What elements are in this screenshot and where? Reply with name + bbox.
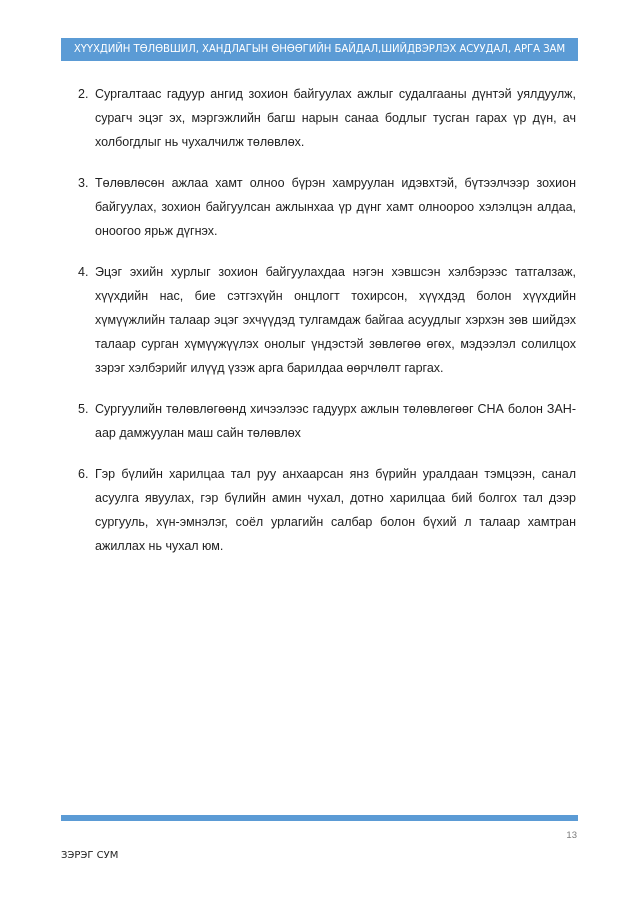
list-item-text: Төлөвлөсөн ажлаа хамт олноо бүрэн хамруулан идэвхтэй, бүтээлчээр зохион байгуулах, зохион байгуулсан ажлынхаа үр дүнг хамт олноороо хэлэлцэн алдаа, оноогоо ярьж дүгнэх. xyxy=(95,176,576,238)
list-item xyxy=(78,397,576,445)
footer-text: ЗЭРЭГ СУМ xyxy=(61,850,119,861)
page-header-band xyxy=(61,38,578,61)
list-item-number: 3. xyxy=(78,176,89,190)
list-item-text: Сургалтаас гадуур ангид зохион байгуулах ажлыг судалгааны дүнтэй уялдуулж, сурагч эцэг эх, мэргэжлийн багш нарын санаа бодлыг тусган гарах үр дүн, ач холбогдлыг нь чухалчилж төлөвлөх. xyxy=(95,87,576,149)
list-item-text: Гэр бүлийн харилцаа тал руу анхаарсан янз бүрийн уралдаан тэмцээн, санал асуулга явуулах, гэр бүлийн амин чухал, дотно харилцаа бий болгох тал дээр сургууль, хүн-эмнэлэг, соёл урлагийн салбар болон бүхий л талаар хамтран ажиллах нь чухал юм. xyxy=(95,467,576,553)
list-item-text: Эцэг эхийн хурлыг зохион байгуулахдаа нэгэн хэвшсэн хэлбэрээс татгалзаж, хүүхдийн нас, бие сэтгэхүйн онцлогт тохирсон, хүүхдэд болон хүүхдийн хүмүүжлийн талаар эцэг эхчүүдэд тулгамдаж байгаа асуудлыг хэрхэн зөв шийдэх талаар сурган хүмүүжүүлэх онолыг үндэстэй зөвлөгөө өгөх, мэдээлэл солилцох зэрэг хэлбэрийг илүүд үзэж арга барилдаа өөрчлөлт гаргах. xyxy=(95,265,576,375)
footer-rule xyxy=(61,815,578,821)
page-header-title: ХҮҮХДИЙН ТӨЛӨВШИЛ, ХАНДЛАГЫН ӨНӨӨГИЙН БАЙДАЛ,ШИЙДВЭРЛЭХ АСУУДАЛ, АРГА ЗАМ xyxy=(73,44,566,55)
list-item xyxy=(78,462,576,558)
list-item-number: 6. xyxy=(78,467,89,481)
list-item xyxy=(78,260,576,380)
page-number: 13 xyxy=(566,830,577,841)
list-item xyxy=(78,171,576,243)
list-item-number: 4. xyxy=(78,265,89,279)
list-item-text: Сургуулийн төлөвлөгөөнд хичээлээс гадуурх ажлын төлөвлөгөөг СНА болон ЗАН-аар дамжуулан маш сайн төлөвлөх xyxy=(95,402,576,440)
list-item-number: 5. xyxy=(78,402,89,416)
list-item xyxy=(78,82,576,154)
list-item-number: 2. xyxy=(78,87,89,101)
document-body xyxy=(78,82,576,575)
